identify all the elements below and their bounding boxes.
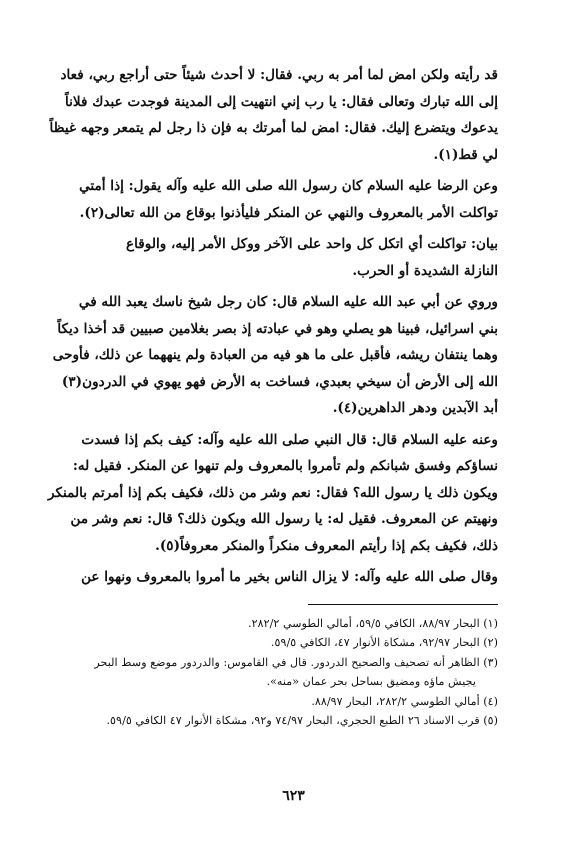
text-line: ويكون ذلك يا رسول الله؟ فقال: نعم وشر من ذلك، فكيف بكم إذا أمرتم بالمنكر bbox=[48, 484, 498, 501]
footnote-3-continuation: يجيش ماؤه ومضيق بساحل بحر عمان «منه». bbox=[266, 675, 476, 688]
text-line: بني اسرائيل، فبينا هو يصلي وهو في عبادته إذ بصر بغلامين صبيين قد أخذا ديكاً bbox=[57, 320, 498, 337]
text-line: قد رأيته ولكن امض لما أمر به ربي. فقال: لا أحدث شيئاً حتى أراجع ربي، فعاد bbox=[60, 67, 498, 83]
text-line: وقال صلى الله عليه وآله: لا يزال الناس بخير ما أمروا بالمعروف ونهوا عن bbox=[81, 569, 498, 585]
paragraph-5 bbox=[48, 427, 498, 560]
text-line: بيان: تواكلت أي اتكل كل واحد على الآخر ووكل الأمر إليه، والوقاع bbox=[126, 236, 498, 252]
footnote-4: (٤) أمالي الطوسي ٢٨٢/٢، البحار ٨٨/٩٧. bbox=[311, 694, 498, 708]
text-line: وعن الرضا عليه السلام كان رسول الله صلى الله عليه وآله يقول: إذا أمتي bbox=[79, 178, 498, 194]
text-line: ذلك، فكيف بكم إذا رأيتم المعروف منكراً والمنكر معروفاً(٥). bbox=[155, 537, 498, 554]
text-line: تواكلت الأمر بالمعروف والنهي عن المنكر فليأذنوا بوقاع من الله تعالى(٢). bbox=[79, 204, 498, 221]
page-body bbox=[48, 62, 498, 731]
text-line: وهما ينتفان ريشه، فأقبل على ما هو فيه من العبادة ولم ينههما عن ذلك، فأوحى bbox=[52, 347, 498, 363]
page-number: ٦٢٣ bbox=[282, 788, 305, 804]
text-line: الله إلى الأرض أن سيخي بعبدي، فساخت به الأرض فهو يهوي في الدردون(٣) bbox=[61, 373, 498, 390]
footnote-1: (١) البحار ٨٨/٩٧، الكافي ٥٩/٥، أمالي الطوسي ٢٨٢/٢. bbox=[248, 616, 498, 630]
footnote-2: (٢) البحار ٩٢/٩٧، مشكاة الأنوار ٤٧، الكافي ٥٩/٥. bbox=[270, 636, 498, 649]
paragraph-3 bbox=[78, 231, 498, 284]
paragraph-6 bbox=[78, 564, 498, 591]
footnote-divider bbox=[308, 604, 498, 605]
paragraph-1 bbox=[49, 62, 498, 168]
text-line: وعنه عليه السلام قال: قال النبي صلى الله عليه وآله: كيف بكم إذا فسدت bbox=[81, 431, 498, 448]
paragraph-2 bbox=[78, 173, 498, 226]
text-line: وروي عن أبي عبد الله عليه السلام قال: كان رجل شيخ ناسك يعبد الله في bbox=[78, 294, 498, 310]
footnote-5: (٥) قرب الاسناد ٢٦ الطبع الحجري، البحار ٧٤/٩٧ و٩٢، مشكاة الأنوار ٤٧ الكافي ٥٩/٥. bbox=[106, 714, 498, 727]
text-line: نساؤكم وفسق شبانكم ولم تأمروا بالمعروف ولم تنهوا عن المنكر. فقيل له: bbox=[72, 458, 498, 474]
text-line: لي قط(١). bbox=[433, 146, 498, 163]
paragraph-4 bbox=[52, 289, 498, 422]
text-line: إلى الله تبارك وتعالى فقال: يا رب إني انتهيت إلى المدينة فوجدت عبدك فلاناً bbox=[64, 93, 498, 110]
footnotes bbox=[78, 614, 498, 731]
footnote-3: (٣) الظاهر أنه تصحيف والصحيح الدردور. قال في القاموس: والدردور موضع وسط البحر bbox=[94, 655, 498, 669]
text-line: يدعوك ويتضرع إليك. فقال: امض لما أمرتك به فإن ذا رجل لم يتمعر وجهه غيظاً bbox=[49, 120, 498, 136]
text-line: أبد الآبدين ودهر الداهرين(٤). bbox=[332, 400, 498, 416]
text-line: النازلة الشديدة أو الحرب. bbox=[352, 262, 498, 279]
text-line: ونهيتم عن المعروف. فقيل له: يا رسول الله ويكون ذلك؟ قال: نعم وشر من bbox=[70, 511, 498, 527]
